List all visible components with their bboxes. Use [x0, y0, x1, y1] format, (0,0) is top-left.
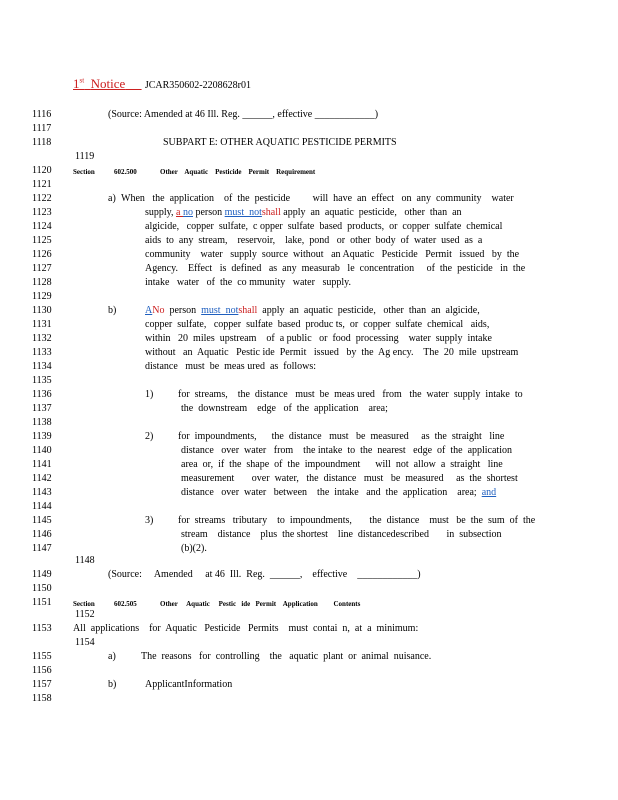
line-number: 1139: [32, 431, 52, 442]
line-number: 1118: [32, 137, 52, 148]
line-number: 1136: [32, 389, 52, 400]
section-number: 602.505: [114, 600, 137, 608]
line-number: 1134: [32, 361, 52, 372]
item-label: a): [108, 651, 116, 662]
line-number: 1124: [32, 221, 52, 232]
inserted-text: no: [182, 207, 193, 218]
line-number: 1141: [32, 459, 52, 470]
paragraph-text-edited: supply, a no person must notshall apply an aquatic pesticide, other than an: [145, 207, 462, 218]
line-number: 1142: [32, 473, 52, 484]
item-label: 2): [145, 431, 154, 442]
line-number: 1116: [32, 109, 52, 120]
line-number: 1145: [32, 515, 52, 526]
deleted-text: a: [176, 207, 183, 218]
line-number: 1151: [32, 597, 52, 608]
paragraph-text-edited: distance over water between the intake and the application area; and: [181, 487, 497, 498]
line-number: 1146: [32, 529, 52, 540]
line-number: 1143: [32, 487, 52, 498]
section-number: 602.500: [114, 168, 137, 176]
line-number: 1138: [32, 417, 52, 428]
item-label: 3): [145, 515, 154, 526]
line-number: 1154: [75, 637, 95, 648]
line-number: 1128: [32, 277, 52, 288]
line-number: 1133: [32, 347, 52, 358]
line-number: 1152: [75, 609, 95, 620]
document-id: JCAR350602-2208628r01: [144, 80, 251, 91]
line-number: 1149: [32, 569, 52, 580]
line-number: 1120: [32, 165, 52, 176]
paragraph-text: The reasons for controlling the aquatic plant or animal nuisance.: [141, 651, 432, 662]
item-label: b): [108, 679, 117, 690]
paragraph-text: intake water of the co mmunity water supply.: [145, 277, 351, 288]
paragraph-text: copper sulfate, copper sulfate based produc ts, or copper sulfate chemical aids,: [145, 319, 490, 330]
deleted-text: A: [145, 305, 153, 316]
paragraph-text: the downstream edge of the application area;: [181, 403, 388, 414]
line-number: 1121: [32, 179, 52, 190]
line-number: 1157: [32, 679, 52, 690]
paragraph-text: for streams, the distance must be meas ured from the water supply intake to: [178, 389, 523, 400]
paragraph-text: Agency. Effect is defined as any measurab le concentration of the pesticide in the: [145, 263, 526, 274]
line-number: 1144: [32, 501, 52, 512]
paragraph-text: within 20 miles upstream of a public or food processing water supply intake: [145, 333, 492, 344]
paragraph-text: ApplicantInformation: [145, 679, 233, 690]
paragraph-text-edited: ANo person must notshall apply an aquatic pesticide, other than an algicide,: [145, 305, 480, 316]
line-number: 1155: [32, 651, 52, 662]
line-number: 1117: [32, 123, 52, 134]
deleted-text: must not: [224, 207, 262, 218]
inserted-text: shall: [261, 207, 281, 218]
section-title: Other Aquatic Pestic ide Permit Application Contents: [160, 600, 361, 608]
line-number: 1122: [32, 193, 52, 204]
line-number: 1156: [32, 665, 52, 676]
line-number: 1123: [32, 207, 52, 218]
inserted-text: No: [152, 305, 165, 316]
section-title: Other Aquatic Pesticide Permit Requirement: [160, 168, 316, 176]
paragraph-text: community water supply source without an Aquatic Pesticide Permit issued by the: [145, 249, 520, 260]
line-number: 1140: [32, 445, 52, 456]
line-number: 1127: [32, 263, 52, 274]
notice-label: 1st Notice: [73, 76, 126, 91]
paragraph-text: area or, if the shape of the impoundment will not allow a straight line: [181, 459, 503, 470]
paragraph-text: stream distance plus the shortest line distancedescribed in subsection: [181, 529, 502, 540]
paragraph-text: for impoundments, the distance must be measured as the straight line: [178, 431, 505, 442]
section-label: Section: [73, 600, 95, 608]
line-number: 1150: [32, 583, 52, 594]
notice-header: [73, 76, 251, 92]
paragraph-text: All applications for Aquatic Pesticide Permits must contai n, at a minimum:: [73, 623, 419, 634]
paragraph-text: aids to any stream, reservoir, lake, pond or other body of water used as a: [145, 235, 483, 246]
item-label: 1): [145, 389, 154, 400]
line-number: 1125: [32, 235, 52, 246]
paragraph-text: When the application of the pesticide will have an effect on any community water: [121, 193, 514, 204]
line-number: 1130: [32, 305, 52, 316]
paragraph-text: algicide, copper sulfate, c opper sulfate based products, or copper sulfate chemical: [145, 221, 503, 232]
paragraph-text: for streams tributary to impoundments, the distance must be the sum of the: [178, 515, 536, 526]
paragraph-text: measurement over water, the distance must be measured as the shortest: [181, 473, 518, 484]
paragraph-text: (b)(2).: [181, 543, 207, 554]
item-label: b): [108, 305, 117, 316]
line-number: 1158: [32, 693, 52, 704]
line-number: 1137: [32, 403, 52, 414]
line-number: 1126: [32, 249, 52, 260]
line-number: 1119: [75, 151, 95, 162]
inserted-text: and: [481, 487, 497, 498]
line-number: 1129: [32, 291, 52, 302]
paragraph-text: without an Aquatic Pestic ide Permit issued by the Ag ency. The 20 mile upstream: [145, 347, 519, 358]
line-number: 1131: [32, 319, 52, 330]
subpart-heading: SUBPART E: OTHER AQUATIC PESTICIDE PERMITS: [163, 137, 397, 148]
line-number: 1153: [32, 623, 52, 634]
section-label: Section: [73, 168, 95, 176]
line-number: 1132: [32, 333, 52, 344]
line-number: 1147: [32, 543, 52, 554]
source-note: (Source: Amended at 46 Ill. Reg. ______, effective ____________): [108, 569, 421, 580]
paragraph-text: distance must be meas ured as follows:: [145, 361, 317, 372]
paragraph-text: distance over water from the intake to the nearest edge of the application: [181, 445, 512, 456]
deleted-text: must not: [201, 305, 239, 316]
source-note: (Source: Amended at 46 Ill. Reg. ______, effective ____________): [108, 109, 379, 120]
line-number: 1135: [32, 375, 52, 386]
inserted-text: shall: [238, 305, 258, 316]
item-label: a): [108, 193, 116, 204]
line-number: 1148: [75, 555, 95, 566]
